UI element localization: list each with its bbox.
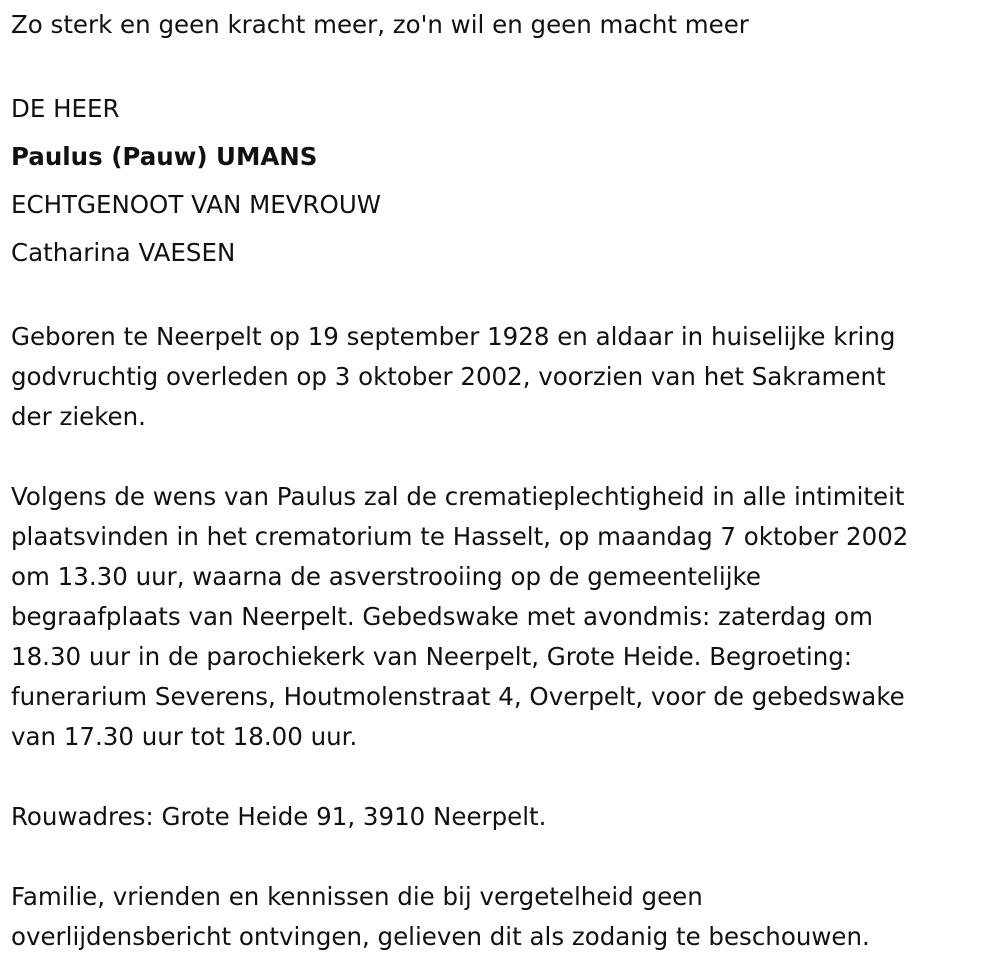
deceased-header [11,85,991,277]
paragraph-line: overlijdensbericht ontvingen, gelieven dit als zodanig te beschouwen. [11,922,870,951]
obituary-document [11,5,991,957]
deceased-name: Paulus (Pauw) UMANS [11,142,318,171]
paragraph-line: begraafplaats van Neerpelt. Gebedswake met avondmis: zaterdag om [11,602,874,631]
spacer [11,277,991,317]
ceremony-paragraph [11,477,991,757]
paragraph-line: der zieken. [11,402,146,431]
spouse-name: Catharina VAESEN [11,238,236,267]
paragraph-line: Geboren te Neerpelt op 19 september 1928 en aldaar in huiselijke kring [11,322,896,351]
relation-label: ECHTGENOOT VAN MEVROUW [11,190,382,219]
birth-death-paragraph [11,317,991,437]
paragraph-line: 18.30 uur in de parochiekerk van Neerpelt, Grote Heide. Begroeting: [11,642,853,671]
paragraph-line: Familie, vrienden en kennissen die bij vergetelheid geen [11,882,703,911]
spacer [11,837,991,877]
honorific-title: DE HEER [11,94,120,123]
mourning-address: Rouwadres: Grote Heide 91, 3910 Neerpelt. [11,802,547,831]
paragraph-line: van 17.30 uur tot 18.00 uur. [11,722,358,751]
spacer [11,45,991,85]
paragraph-line: godvruchtig overleden op 3 oktober 2002, voorzien van het Sakrament [11,362,886,391]
paragraph-line: funerarium Severens, Houtmolenstraat 4, Overpelt, voor de gebedswake [11,682,905,711]
spacer [11,437,991,477]
spacer [11,757,991,797]
paragraph-line: om 13.30 uur, waarna de asverstrooiing op de gemeentelijke [11,562,761,591]
closing-paragraph [11,877,991,957]
motto-line: Zo sterk en geen kracht meer, zo'n wil en geen macht meer [11,10,749,39]
paragraph-line: plaatsvinden in het crematorium te Hasselt, op maandag 7 oktober 2002 [11,522,909,551]
paragraph-line: Volgens de wens van Paulus zal de crematieplechtigheid in alle intimiteit [11,482,905,511]
